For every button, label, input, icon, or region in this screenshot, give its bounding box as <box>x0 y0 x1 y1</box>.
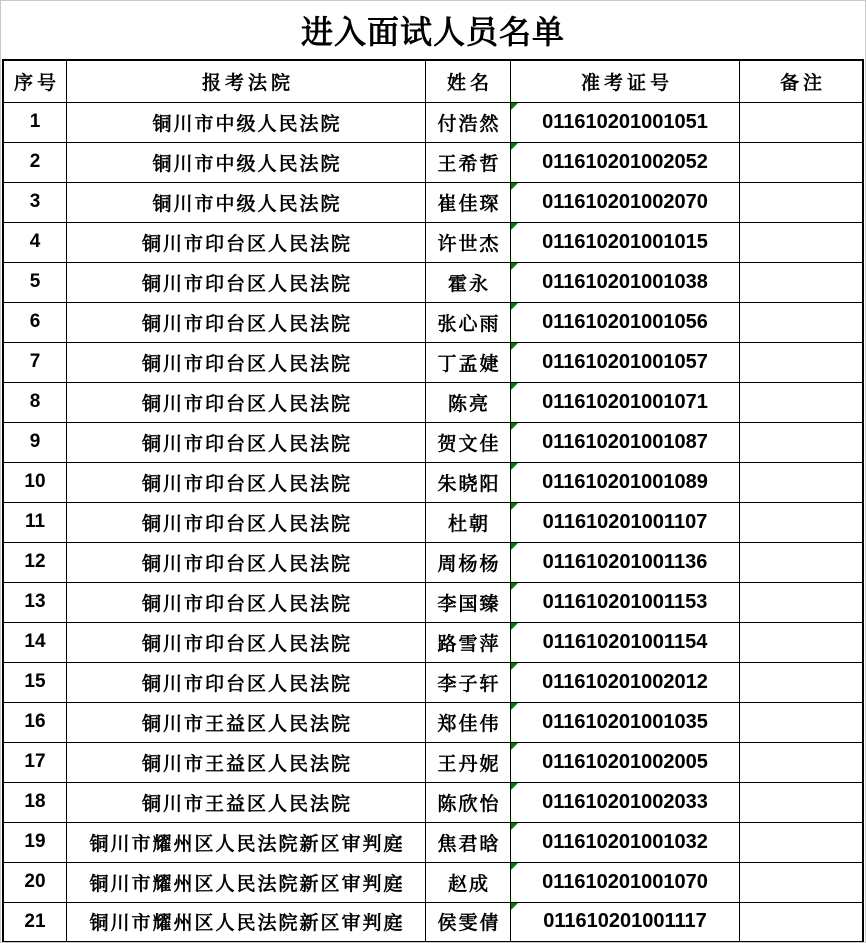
cell-court: 铜川市耀州区人民法院新区审判庭 <box>67 862 426 902</box>
table-row <box>3 342 863 382</box>
cell-no: 1 <box>3 102 67 142</box>
ticket-number: 011610201001117 <box>543 910 707 933</box>
ticket-number: 011610201001032 <box>542 830 708 853</box>
table-row <box>3 142 863 182</box>
cell-court: 铜川市王益区人民法院 <box>67 702 426 742</box>
green-corner-flag-icon <box>511 143 518 150</box>
table-row <box>3 422 863 462</box>
cell-name: 陈亮 <box>426 382 511 422</box>
interview-roster-table <box>2 59 864 943</box>
cell-remark <box>740 302 864 342</box>
cell-court: 铜川市印台区人民法院 <box>67 542 426 582</box>
cell-remark <box>740 502 864 542</box>
cell-no: 3 <box>3 182 67 222</box>
column-header-court: 报考法院 <box>67 60 426 102</box>
cell-no: 5 <box>3 262 67 302</box>
green-corner-flag-icon <box>511 383 518 390</box>
cell-name: 霍永 <box>426 262 511 302</box>
cell-name: 贺文佳 <box>426 422 511 462</box>
table-row <box>3 542 863 582</box>
cell-no: 7 <box>3 342 67 382</box>
ticket-number: 011610201002012 <box>542 670 708 693</box>
table-row <box>3 782 863 822</box>
cell-remark <box>740 582 864 622</box>
cell-remark <box>740 102 864 142</box>
table-row <box>3 262 863 302</box>
cell-remark <box>740 182 864 222</box>
cell-remark <box>740 342 864 382</box>
table-row <box>3 182 863 222</box>
ticket-number: 011610201002070 <box>542 190 708 213</box>
cell-name: 许世杰 <box>426 222 511 262</box>
cell-no: 11 <box>3 502 67 542</box>
green-corner-flag-icon <box>511 863 518 870</box>
table-body <box>3 102 863 942</box>
page-title: 进入面试人员名单 <box>300 14 565 50</box>
cell-ticket <box>511 742 740 782</box>
cell-no: 2 <box>3 142 67 182</box>
cell-ticket <box>511 622 740 662</box>
table-row <box>3 462 863 502</box>
cell-court: 铜川市印台区人民法院 <box>67 222 426 262</box>
cell-no: 21 <box>3 902 67 942</box>
cell-ticket <box>511 782 740 822</box>
cell-name: 崔佳琛 <box>426 182 511 222</box>
table-row <box>3 302 863 342</box>
table-row <box>3 582 863 622</box>
cell-remark <box>740 902 864 942</box>
green-corner-flag-icon <box>511 583 518 590</box>
green-corner-flag-icon <box>511 703 518 710</box>
cell-no: 10 <box>3 462 67 502</box>
table-row <box>3 822 863 862</box>
table-row <box>3 622 863 662</box>
green-corner-flag-icon <box>511 783 518 790</box>
table-row <box>3 902 863 942</box>
cell-no: 17 <box>3 742 67 782</box>
cell-court: 铜川市印台区人民法院 <box>67 582 426 622</box>
cell-court: 铜川市印台区人民法院 <box>67 662 426 702</box>
cell-name: 侯雯倩 <box>426 902 511 942</box>
green-corner-flag-icon <box>511 303 518 310</box>
table-row <box>3 862 863 902</box>
cell-name: 路雪萍 <box>426 622 511 662</box>
cell-name: 李国臻 <box>426 582 511 622</box>
cell-name: 周杨杨 <box>426 542 511 582</box>
table-row <box>3 502 863 542</box>
cell-no: 16 <box>3 702 67 742</box>
cell-court: 铜川市印台区人民法院 <box>67 342 426 382</box>
cell-no: 6 <box>3 302 67 342</box>
cell-remark <box>740 142 864 182</box>
column-header-remark: 备注 <box>740 60 864 102</box>
table-row <box>3 222 863 262</box>
cell-court: 铜川市耀州区人民法院新区审判庭 <box>67 902 426 942</box>
cell-name: 郑佳伟 <box>426 702 511 742</box>
cell-court: 铜川市印台区人民法院 <box>67 382 426 422</box>
green-corner-flag-icon <box>511 743 518 750</box>
cell-court: 铜川市中级人民法院 <box>67 102 426 142</box>
ticket-number: 011610201001071 <box>542 390 708 413</box>
cell-ticket <box>511 422 740 462</box>
cell-no: 15 <box>3 662 67 702</box>
green-corner-flag-icon <box>511 223 518 230</box>
cell-name: 王丹妮 <box>426 742 511 782</box>
cell-ticket <box>511 302 740 342</box>
cell-no: 19 <box>3 822 67 862</box>
cell-ticket <box>511 462 740 502</box>
cell-no: 12 <box>3 542 67 582</box>
ticket-number: 011610201001057 <box>542 350 708 373</box>
cell-court: 铜川市王益区人民法院 <box>67 782 426 822</box>
cell-court: 铜川市印台区人民法院 <box>67 502 426 542</box>
table-row <box>3 662 863 702</box>
cell-court: 铜川市王益区人民法院 <box>67 742 426 782</box>
green-corner-flag-icon <box>511 503 518 510</box>
green-corner-flag-icon <box>511 663 518 670</box>
ticket-number: 011610201002052 <box>542 150 708 173</box>
header-row <box>3 60 863 102</box>
cell-name: 陈欣怡 <box>426 782 511 822</box>
ticket-number: 011610201001015 <box>542 230 708 253</box>
cell-name: 付浩然 <box>426 102 511 142</box>
cell-remark <box>740 862 864 902</box>
green-corner-flag-icon <box>511 183 518 190</box>
cell-remark <box>740 702 864 742</box>
cell-ticket <box>511 582 740 622</box>
cell-ticket <box>511 542 740 582</box>
cell-name: 赵成 <box>426 862 511 902</box>
ticket-number: 011610201001070 <box>542 870 708 893</box>
cell-ticket <box>511 382 740 422</box>
ticket-number: 011610201001038 <box>542 270 708 293</box>
green-corner-flag-icon <box>511 823 518 830</box>
cell-no: 8 <box>3 382 67 422</box>
cell-ticket <box>511 902 740 942</box>
green-corner-flag-icon <box>511 463 518 470</box>
cell-remark <box>740 262 864 302</box>
table-row <box>3 102 863 142</box>
cell-ticket <box>511 102 740 142</box>
ticket-number: 011610201002033 <box>542 790 708 813</box>
cell-ticket <box>511 342 740 382</box>
cell-remark <box>740 422 864 462</box>
table-row <box>3 742 863 782</box>
cell-ticket <box>511 862 740 902</box>
cell-ticket <box>511 502 740 542</box>
cell-court: 铜川市印台区人民法院 <box>67 422 426 462</box>
ticket-number: 011610201001154 <box>542 630 708 653</box>
cell-ticket <box>511 182 740 222</box>
green-corner-flag-icon <box>511 623 518 630</box>
ticket-number: 011610201002005 <box>542 750 708 773</box>
cell-court: 铜川市印台区人民法院 <box>67 622 426 662</box>
green-corner-flag-icon <box>511 543 518 550</box>
cell-remark <box>740 622 864 662</box>
cell-name: 丁孟婕 <box>426 342 511 382</box>
cell-remark <box>740 382 864 422</box>
cell-court: 铜川市印台区人民法院 <box>67 462 426 502</box>
cell-remark <box>740 462 864 502</box>
cell-court: 铜川市印台区人民法院 <box>67 302 426 342</box>
cell-no: 20 <box>3 862 67 902</box>
cell-remark <box>740 542 864 582</box>
cell-court: 铜川市耀州区人民法院新区审判庭 <box>67 822 426 862</box>
column-header-name: 姓名 <box>426 60 511 102</box>
cell-ticket <box>511 142 740 182</box>
table-row <box>3 702 863 742</box>
column-header-ticket: 准考证号 <box>511 60 740 102</box>
cell-remark <box>740 222 864 262</box>
table-row <box>3 382 863 422</box>
cell-ticket <box>511 262 740 302</box>
ticket-number: 011610201001035 <box>542 710 708 733</box>
ticket-number: 011610201001136 <box>542 550 708 573</box>
cell-ticket <box>511 822 740 862</box>
cell-name: 焦君晗 <box>426 822 511 862</box>
cell-court: 铜川市中级人民法院 <box>67 142 426 182</box>
cell-remark <box>740 782 864 822</box>
cell-remark <box>740 662 864 702</box>
cell-ticket <box>511 702 740 742</box>
cell-ticket <box>511 662 740 702</box>
cell-no: 4 <box>3 222 67 262</box>
ticket-number: 011610201001087 <box>542 430 708 453</box>
green-corner-flag-icon <box>511 343 518 350</box>
ticket-number: 011610201001051 <box>542 110 708 133</box>
cell-name: 张心雨 <box>426 302 511 342</box>
green-corner-flag-icon <box>511 103 518 110</box>
cell-name: 朱晓阳 <box>426 462 511 502</box>
cell-no: 9 <box>3 422 67 462</box>
cell-no: 13 <box>3 582 67 622</box>
cell-name: 杜朝 <box>426 502 511 542</box>
cell-remark <box>740 822 864 862</box>
cell-ticket <box>511 222 740 262</box>
cell-name: 王希哲 <box>426 142 511 182</box>
ticket-number: 011610201001153 <box>542 590 708 613</box>
cell-court: 铜川市中级人民法院 <box>67 182 426 222</box>
green-corner-flag-icon <box>511 263 518 270</box>
column-header-no: 序号 <box>3 60 67 102</box>
green-corner-flag-icon <box>511 903 518 910</box>
cell-no: 14 <box>3 622 67 662</box>
green-corner-flag-icon <box>511 423 518 430</box>
ticket-number: 011610201001107 <box>542 510 708 533</box>
ticket-number: 011610201001089 <box>542 470 708 493</box>
ticket-number: 011610201001056 <box>542 310 708 333</box>
cell-no: 18 <box>3 782 67 822</box>
cell-name: 李子轩 <box>426 662 511 702</box>
cell-remark <box>740 742 864 782</box>
cell-court: 铜川市印台区人民法院 <box>67 262 426 302</box>
